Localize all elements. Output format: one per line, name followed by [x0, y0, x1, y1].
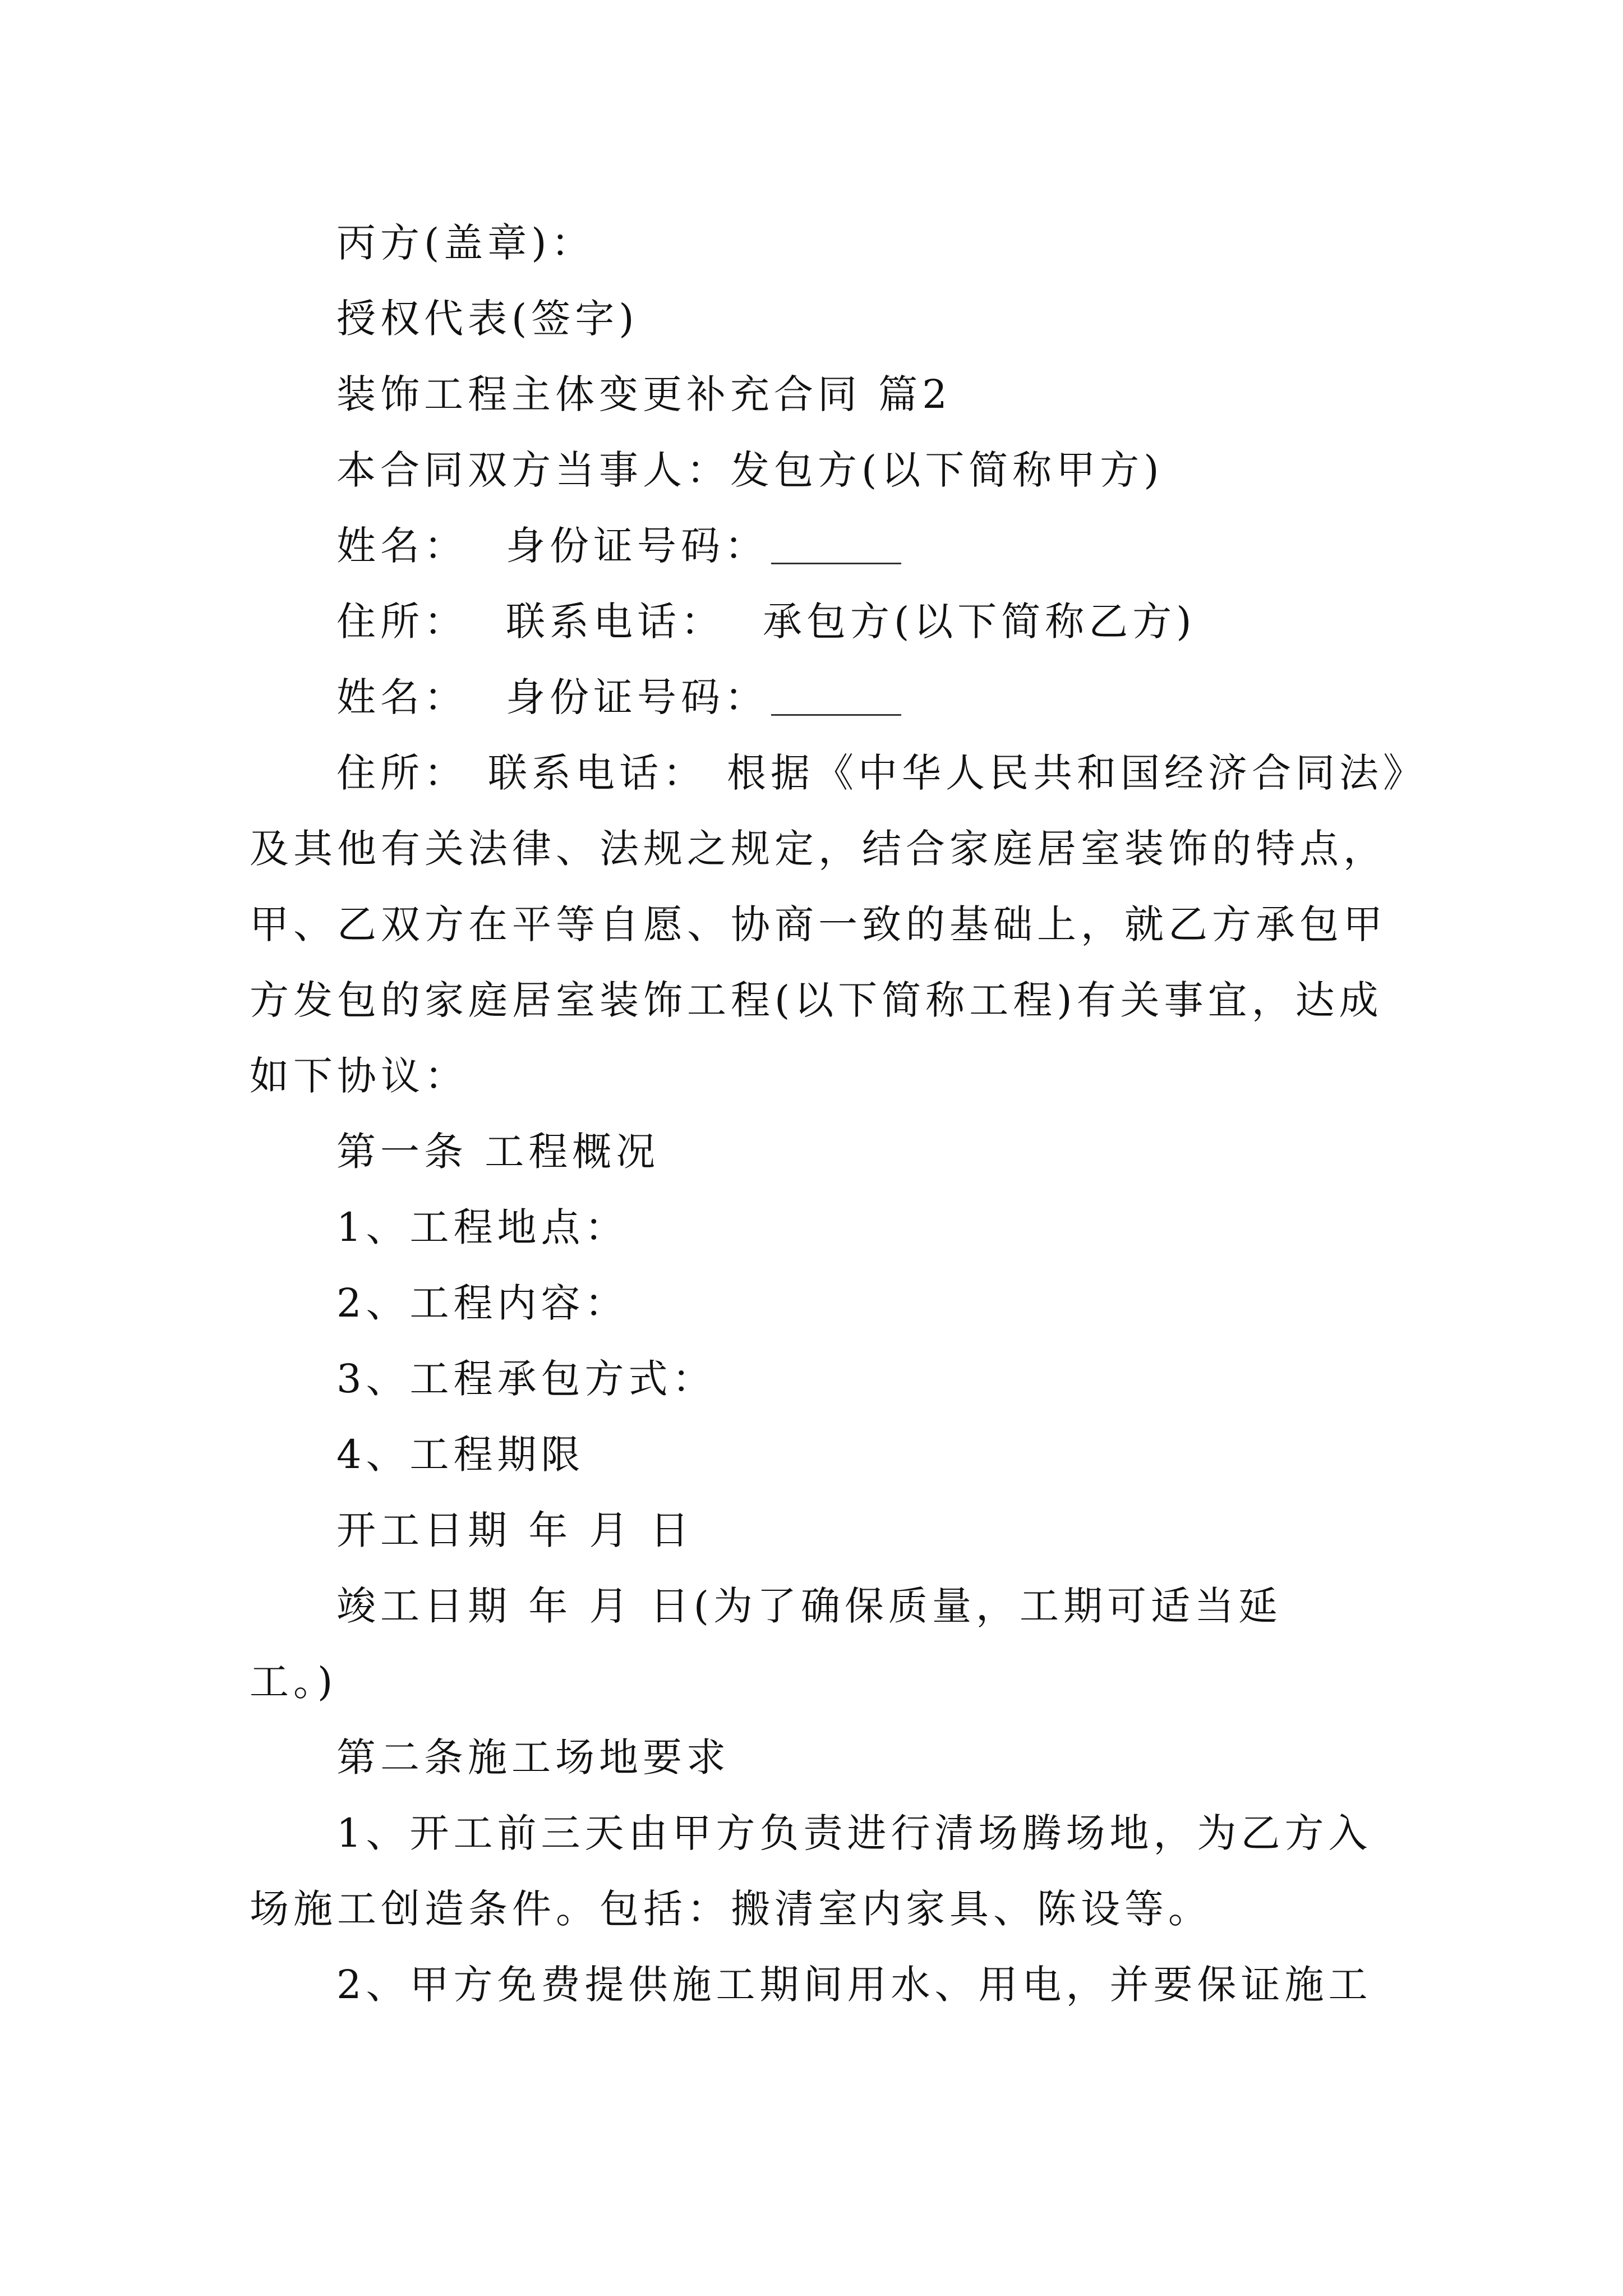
- legal-basis-text: 根据《中华人民共和国经济合同法》: [727, 750, 1427, 796]
- parties-intro-line: 本合同双方当事人：发包方(以下简称甲方): [336, 447, 1164, 493]
- party-a-id-blank: [771, 563, 901, 564]
- utilities-line: 2、甲方免费提供施工期间用水、用电，并要保证施工: [336, 1962, 1372, 2008]
- phone-label: 联系电话：: [488, 750, 707, 796]
- paragraph-line: 场施工创造条件。包括：搬清室内家具、陈设等。: [250, 1886, 1212, 1932]
- article-1-heading: 第一条 工程概况: [336, 1129, 660, 1175]
- project-location-line: 1、工程地点：: [336, 1204, 629, 1250]
- article-2-heading: 第二条施工场地要求: [336, 1734, 730, 1780]
- party-b-id-blank: [771, 714, 901, 716]
- paragraph-line: 工。): [250, 1659, 338, 1705]
- paragraph-line: 如下协议：: [250, 1053, 468, 1099]
- paragraph-line: 甲、乙双方在平等自愿、协商一致的基础上，就乙方承包甲: [250, 901, 1387, 947]
- phone-label: 联系电话：: [506, 599, 725, 645]
- party-b-name-line: [336, 669, 768, 725]
- project-content-line: 2、工程内容：: [336, 1280, 629, 1326]
- completion-date-line: 竣工日期 年 月 日(为了确保质量，工期可适当延: [336, 1583, 1283, 1629]
- site-clearing-line: 1、开工前三天由甲方负责进行清场腾场地，为乙方入: [336, 1810, 1372, 1856]
- party-c-seal-line: 丙方(盖章)：: [336, 220, 595, 266]
- party-a-name-line: [336, 518, 768, 574]
- start-date-line: 开工日期 年 月 日: [336, 1507, 694, 1553]
- party-a-address-line: [336, 593, 1196, 650]
- contract-title: 装饰工程主体变更补充合同 篇2: [336, 371, 952, 417]
- paragraph-line: 方发包的家庭居室装饰工程(以下简称工程)有关事宜，达成: [250, 977, 1383, 1023]
- name-label: 姓名：: [336, 674, 468, 720]
- id-number-label: 身份证号码：: [506, 523, 768, 569]
- contractor-label: 承包方(以下简称乙方): [763, 599, 1196, 645]
- id-number-label: 身份证号码：: [506, 674, 768, 720]
- name-label: 姓名：: [336, 523, 468, 569]
- party-b-address-line: [336, 745, 1427, 801]
- authorized-rep-line: 授权代表(签字): [336, 296, 639, 342]
- contracting-method-line: 3、工程承包方式：: [336, 1356, 716, 1402]
- paragraph-line: 及其他有关法律、法规之规定，结合家庭居室装饰的特点，: [250, 826, 1387, 872]
- project-period-line: 4、工程期限: [336, 1432, 585, 1478]
- address-label: 住所：: [336, 750, 468, 796]
- address-label: 住所：: [336, 599, 468, 645]
